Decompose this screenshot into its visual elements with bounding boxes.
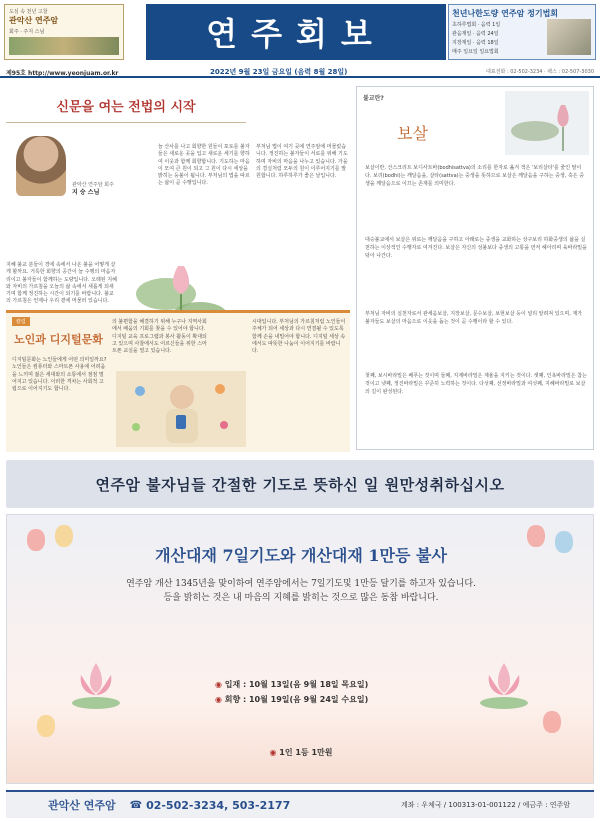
schedule-start: ◉ 입재 : 10월 13일(음 9월 18일 목요일) bbox=[215, 680, 369, 689]
bullet-icon: ◉ bbox=[215, 695, 225, 705]
monk-portrait bbox=[16, 136, 66, 196]
poster-title: 개산대재 7일기도와 개산대재 1만등 불사 bbox=[155, 546, 447, 565]
masthead bbox=[0, 0, 600, 64]
bosal-article bbox=[356, 86, 594, 450]
poster-line: 연주암 개산 1345년을 맞이하여 연주암에서는 7일기도및 1만등 달기를 하고자 있습니다. bbox=[126, 579, 476, 589]
phone-icon: ☎ bbox=[129, 799, 143, 811]
temple-thumbnail bbox=[547, 19, 591, 55]
poster-fee: ◉ 1인 1등 1만원 bbox=[269, 748, 333, 757]
poster-description bbox=[7, 577, 595, 606]
newspaper-title-box bbox=[146, 4, 446, 60]
publisher-info: 대표전화 : 02-502-3234 · 팩스 : 02-507-3030 bbox=[486, 69, 594, 75]
ad-tagline: 도심 속 천년 고찰 bbox=[9, 9, 48, 15]
editorial-column: 늘 산사를 나고 회향한 원들이 포토를 불자들은 새로운 곳을 입고 새로운 세기를 향하여 이웃과 함께 회향합니다. 기도하는 마음이 모여 큰 원이 되고 그 원이 다시 세상을 밝히는 등불이 됩니다. 부처님의 법을 따르는 삶이 곧 수행입니다. bbox=[158, 144, 250, 187]
bullet-icon: ◉ bbox=[269, 748, 280, 757]
editorial-title: 신문을 여는 전법의 시작 bbox=[56, 100, 196, 115]
prayer-banner bbox=[6, 460, 594, 508]
bosal-paragraph: 대승불교에서 보살은 위로는 깨달음을 구하고 아래로는 중생을 교화하는 상구보리 하화중생의 삶을 실천하는 이상적인 수행자로 여겨진다. 보살은 자신의 성불보다 중생의 고통을 먼저 헤아리며 육바라밀을 닦아 나간다. bbox=[365, 237, 587, 259]
digital-column: 의 불편함을 해결하기 위해 누구나 지역사회에서 배움의 기회를 찾을 수 있어야 합니다. 디지털 교육 프로그램과 봉사 활동이 확대되고 있으며 사찰에서도 어르신들을 위한 스마트폰 교실을 열고 있습니다. bbox=[112, 319, 207, 354]
lantern-decoration bbox=[37, 715, 55, 737]
site-url[interactable]: http://www.yeonjuam.or.kr bbox=[28, 70, 119, 77]
smartphone-user-photo bbox=[116, 371, 246, 447]
issue-bar bbox=[0, 66, 600, 78]
issue-number: 제95호 http://www.yeonjuam.or.kr bbox=[6, 70, 119, 77]
temple-photo bbox=[9, 37, 119, 55]
column-tag: 칼럼 bbox=[12, 317, 30, 326]
byline-role: 관악산 연주암 회주 bbox=[72, 182, 114, 188]
editorial-column: 지혜 불교 분들이 경에 속에서 나온 불을 어떻게 살게 할까요. 거룩한 회향의 공간이 늘 수행의 마음자리이고 불자들이 함께하는 도량입니다. 오래된 지혜와 자비의 가르침을 오늘의 삶 속에서 새롭게 되새기며 함께 정진하는 시간이 되기를 바랍니다. 불교의 가르침은 언제나 우리 곁에 머물러 있습니다. bbox=[6, 262, 117, 305]
newspaper-title: 연주회보 bbox=[206, 15, 386, 53]
bullet-icon: ◉ bbox=[215, 680, 225, 689]
bosal-paragraph: 보살이란, 산스크리트 보디사트바(bodhisattva)의 소리를 한자로 옮겨 적은 '보리살타'를 줄인 말이다. 보리(bodhi)는 깨달음을, 살타(sattva)는 중생을 뜻하므로 보살은 깨달음을 구하는 중생, 혹은 중생을 깨달음으로 이끄는 존재를 의미한다. bbox=[365, 165, 585, 187]
digital-culture-article bbox=[6, 310, 350, 452]
lotus-painting bbox=[505, 91, 589, 155]
lotus-lantern-icon bbox=[61, 655, 131, 715]
ad-temple-name: 관악산 연주암 bbox=[9, 16, 59, 25]
temple-ad-left[interactable] bbox=[4, 4, 124, 60]
ad-right-line: 지장재일 · 음력 18일 bbox=[452, 40, 499, 46]
footer-phone[interactable]: ☎ 02-502-3234, 503-2177 bbox=[129, 798, 291, 812]
ad-right-line: 관음재일 · 음력 24일 bbox=[452, 31, 499, 37]
bosal-paragraph: 첫째, 보시바라밀은 베푸는 것이며 둘째, 지계바라밀은 계율을 지키는 것이다. 셋째, 인욕바라밀은 참는 것이고 넷째, 정진바라밀은 꾸준히 노력하는 것이다. 다섯째, 선정바라밀과 여섯째, 지혜바라밀로 보살의 길이 완성된다. bbox=[365, 373, 587, 395]
title-divider bbox=[6, 122, 246, 123]
bosal-tag: 불교란? bbox=[363, 95, 384, 102]
banner-text: 연주암 불자님들 간절한 기도로 뜻하신 일 원만성취하십시오 bbox=[95, 475, 505, 494]
footer-account: 계좌 : 우체국 / 100313-01-001122 / 예금주 : 연주암 bbox=[400, 801, 570, 809]
contact-footer bbox=[6, 790, 594, 818]
editorial-column: 부처님 법이 여기 곳에 연주암에 머물렀습니다. 정진하는 불자들이 서로를 위해 기도하며 자비의 마음을 나누고 있습니다. 가을의 결실처럼 모두의 원이 이루어지기를 발원합니다. 하루하루가 좋은 날입니다. bbox=[256, 144, 348, 179]
byline-name: 지 승 스님 bbox=[72, 189, 100, 196]
issue-date: 2022년 9월 23일 금요일 (음력 8월 28일) bbox=[210, 68, 348, 76]
lotus-lantern-icon bbox=[469, 655, 539, 715]
ad-names: 회주 · 주지 스님 bbox=[9, 29, 45, 35]
digital-column: 디지털문화는 노인들에게 어떤 의미일까요? 노인들은 컴퓨터와 스마트폰 사용에 어려움을 느끼며 젊은 세대와의 소통에서 점점 멀어지고 있습니다. 이러한 격차는 사회적 고립으로 이어지기도 합니다. bbox=[12, 357, 107, 392]
bosal-paragraph: 부처님 자비의 실천자로서 관세음보살, 지장보살, 문수보살, 보현보살 등이 널리 알려져 있으며, 재가 불자들도 보살의 마음으로 이웃을 돕는 것이 곧 수행이라 할 수 있다. bbox=[365, 311, 583, 325]
digital-title: 노인과 디지털문화 bbox=[14, 333, 103, 346]
poster-line: 등을 밝히는 것은 내 마음의 지혜를 밝히는 것으로 많은 동참 바랍니다. bbox=[163, 593, 439, 604]
lantern-decoration bbox=[543, 711, 561, 733]
service-ad-right[interactable] bbox=[448, 4, 596, 60]
ad-right-line: 초하루법회 · 음력 1일 bbox=[452, 22, 501, 28]
lantern-event-poster bbox=[6, 514, 594, 784]
ad-right-line: 매주 일요일 일요법회 bbox=[452, 49, 499, 55]
footer-temple-name: 관악산 연주암 bbox=[48, 799, 116, 812]
schedule-end: ◉ 회향 : 10월 19일(음 9월 24일 수요일) bbox=[215, 695, 369, 705]
ad-right-head: 천년나한도량 연주암 정기법회 bbox=[452, 9, 559, 18]
poster-schedule bbox=[215, 677, 368, 707]
bosal-title: 보살 bbox=[397, 124, 428, 143]
digital-column: 시대입니다. 부처님의 가르침처럼 노인들이 주체가 되어 세상과 다시 연결될 수 있도록 함께 손을 내밀어야 합니다. 디지털 세상 속에서도 따뜻한 나눔이 이어지기를 바랍니다. bbox=[252, 319, 346, 354]
